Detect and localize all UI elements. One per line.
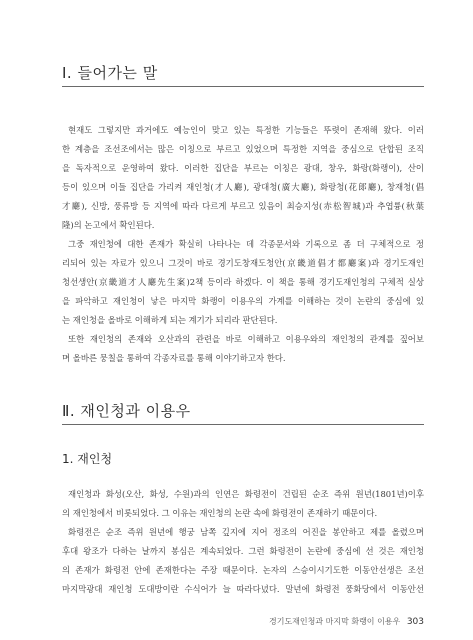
body-line: 등이 있으며 이들 집단을 가리켜 재인청(才人廳), 광대청(廣大廳), 화랑청(花郞廳), 창재청(倡 [62,182,424,192]
body-line: 청선생안(京畿道才人廳先生案)2책 등이라 하겠다. 이 책을 통해 경기도재인청의 구체적 실상 [62,277,424,287]
body-line: 는 재인청을 올바로 이해하게 되는 계기가 되리라 판단된다. [62,315,278,325]
heading-rule [62,424,424,425]
body-line: 그중 재인청에 대한 존재가 확실히 나타나는 데 각종문서와 기록으로 좀 더 구체적으로 정 [68,239,424,249]
page-number: 303 [406,617,424,627]
section-heading-intro: Ⅰ. 들어가는 말 [62,64,158,82]
body-line: 의 재인청에서 비롯되었다. 그 이유는 재인청의 논란 속에 화령전이 존재하기 때문이다. [62,508,378,518]
body-line: 才廳), 신방, 풍류방 등 지역에 따라 다르게 부르고 있음이 최승지성(赤松智城)과 추엽륭(秋葉 [62,201,424,211]
body-line: 또한 재인청의 존재와 오산과의 관련을 바로 이해하고 이용우와의 재인청의 관계를 짚어보 [68,334,424,344]
body-line: 재인청과 화성(오산, 화성, 수원)과의 인연은 화령전이 건립된 순조 즉위 원년(1801년)이후 [68,489,424,499]
body-line: 마지막광대 재인청 도대방이란 수식어가 늘 따라다녔다. 말년에 화령전 풍화당에서 이동안선 [62,584,424,594]
section-heading-jaeincheong: Ⅱ. 재인청과 이용우 [62,402,191,420]
body-line: 을 독자적으로 운영하여 왔다. 이러한 집단을 부르는 이칭은 광대, 창우, 화랑(화랭이), 산이 [62,163,424,173]
subsection-heading: 1. 재인청 [62,452,113,466]
body-line: 隆)의 논고에서 확인된다. [62,220,155,230]
body-line: 며 올바른 뭉칠을 통하여 각종자료를 통해 이야기하고자 한다. [62,353,286,363]
running-title: 경기도재인청과 마지막 화랭이 이용우 [268,617,401,626]
heading-rule [62,86,424,87]
body-line: 을 파악하고 재인청이 낳은 마지막 화랭이 이용우의 가계를 이해하는 것이 논란의 중심에 있 [62,296,424,306]
body-line: 리되어 있는 자료가 있으니 그것이 바로 경기도창재도청안(京畿道倡才都廳案)과 경기도재인 [62,258,424,268]
body-line: 한 계층을 조선조에서는 많은 이칭으로 부르고 있었으며 특정한 지역을 중심으로 단합된 조직 [62,144,424,154]
body-line: 의 존재가 화령전 안에 존재한다는 주장 때문이다. 논자의 스승이시기도한 이동안선생은 조선 [62,565,424,575]
page-footer [62,616,424,627]
body-line: 화령전은 순조 즉위 원년에 행궁 남쪽 깊지에 지어 정조의 어진을 봉안하고 제를 올렸으며 [68,527,424,537]
body-line: 후대 왕조가 다하는 날까지 봉심은 계속되었다. 그런 화령전이 논란에 중심에 선 것은 재인청 [62,546,424,556]
body-line: 현재도 그렇지만 과거에도 예능인이 맞고 있는 특정한 기능들은 뚜렷이 존재해 왔다. 이러 [68,125,424,135]
